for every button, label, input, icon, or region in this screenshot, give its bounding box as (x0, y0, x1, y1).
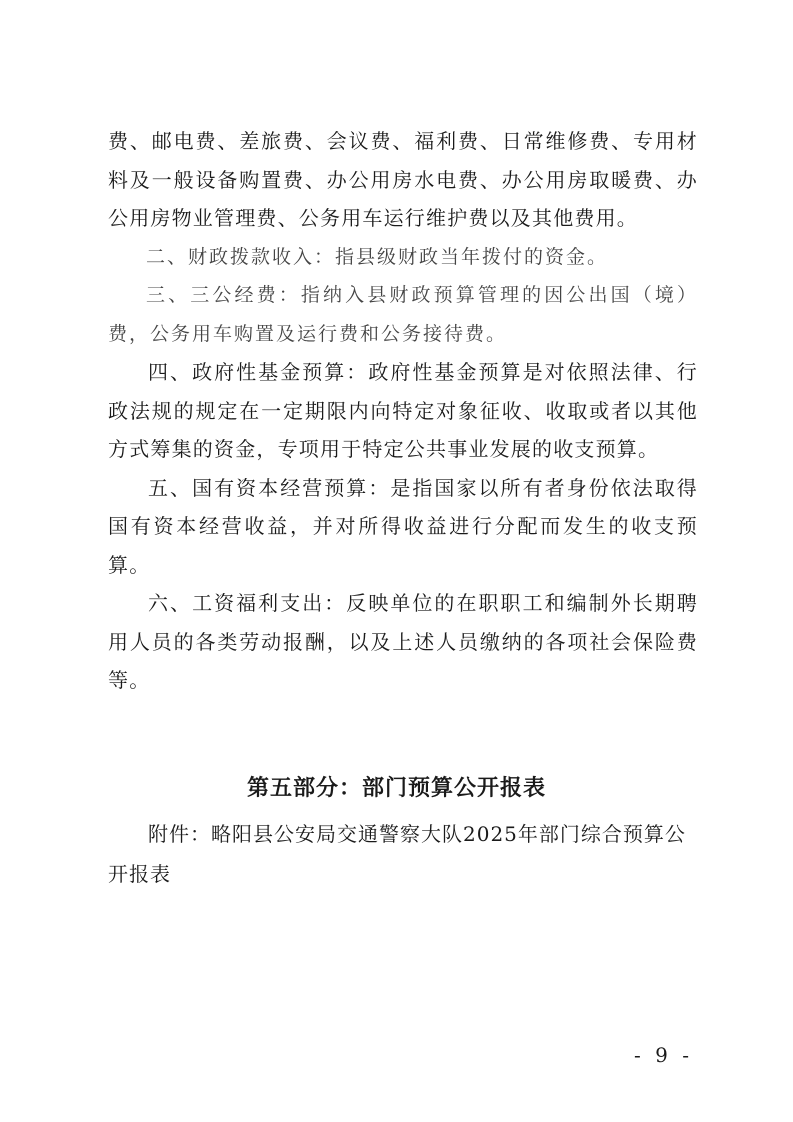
paragraph-government-fund-budget: 四、政府性基金预算：政府性基金预算是对依照法律、行政法规的规定在一定期限内向特定对象征收、收取或者以其他方式筹集的资金，专项用于特定公共事业发展的收支预算。 (108, 360, 698, 461)
paragraph-fiscal-appropriation-income: 二、财政拨款收入：指县级财政当年拨付的资金。 (146, 245, 609, 268)
page-number: - 9 - (634, 1043, 693, 1067)
body-text (108, 122, 698, 700)
section-heading: 第五部分：部门预算公开报表 (246, 775, 546, 801)
paragraph-salary-welfare-expenditure: 六、工资福利支出：反映单位的在职职工和编制外长期聘用人员的各类劳动报酬，以及上述人员缴纳的各项社会保险费等。 (108, 591, 698, 692)
paragraph-three-public-expenses: 三、三公经费：指纳入县财政预算管理的因公出国（境）费，公务用车购置及运行费和公务接待费。 (108, 284, 698, 345)
attachment-note: 附件：略阳县公安局交通警察大队2025年部门综合预算公开报表 (108, 822, 686, 886)
paragraph-expense-list-continued: 费、邮电费、差旅费、会议费、福利费、日常维修费、专用材料及一般设备购置费、办公用房水电费、办公用房取暖费、办公用房物业管理费、公务用车运行维护费以及其他费用。 (108, 129, 698, 230)
paragraph-state-capital-budget: 五、国有资本经营预算：是指国家以所有者身份依法取得国有资本经营收益，并对所得收益进行分配而发生的收支预算。 (108, 475, 698, 577)
